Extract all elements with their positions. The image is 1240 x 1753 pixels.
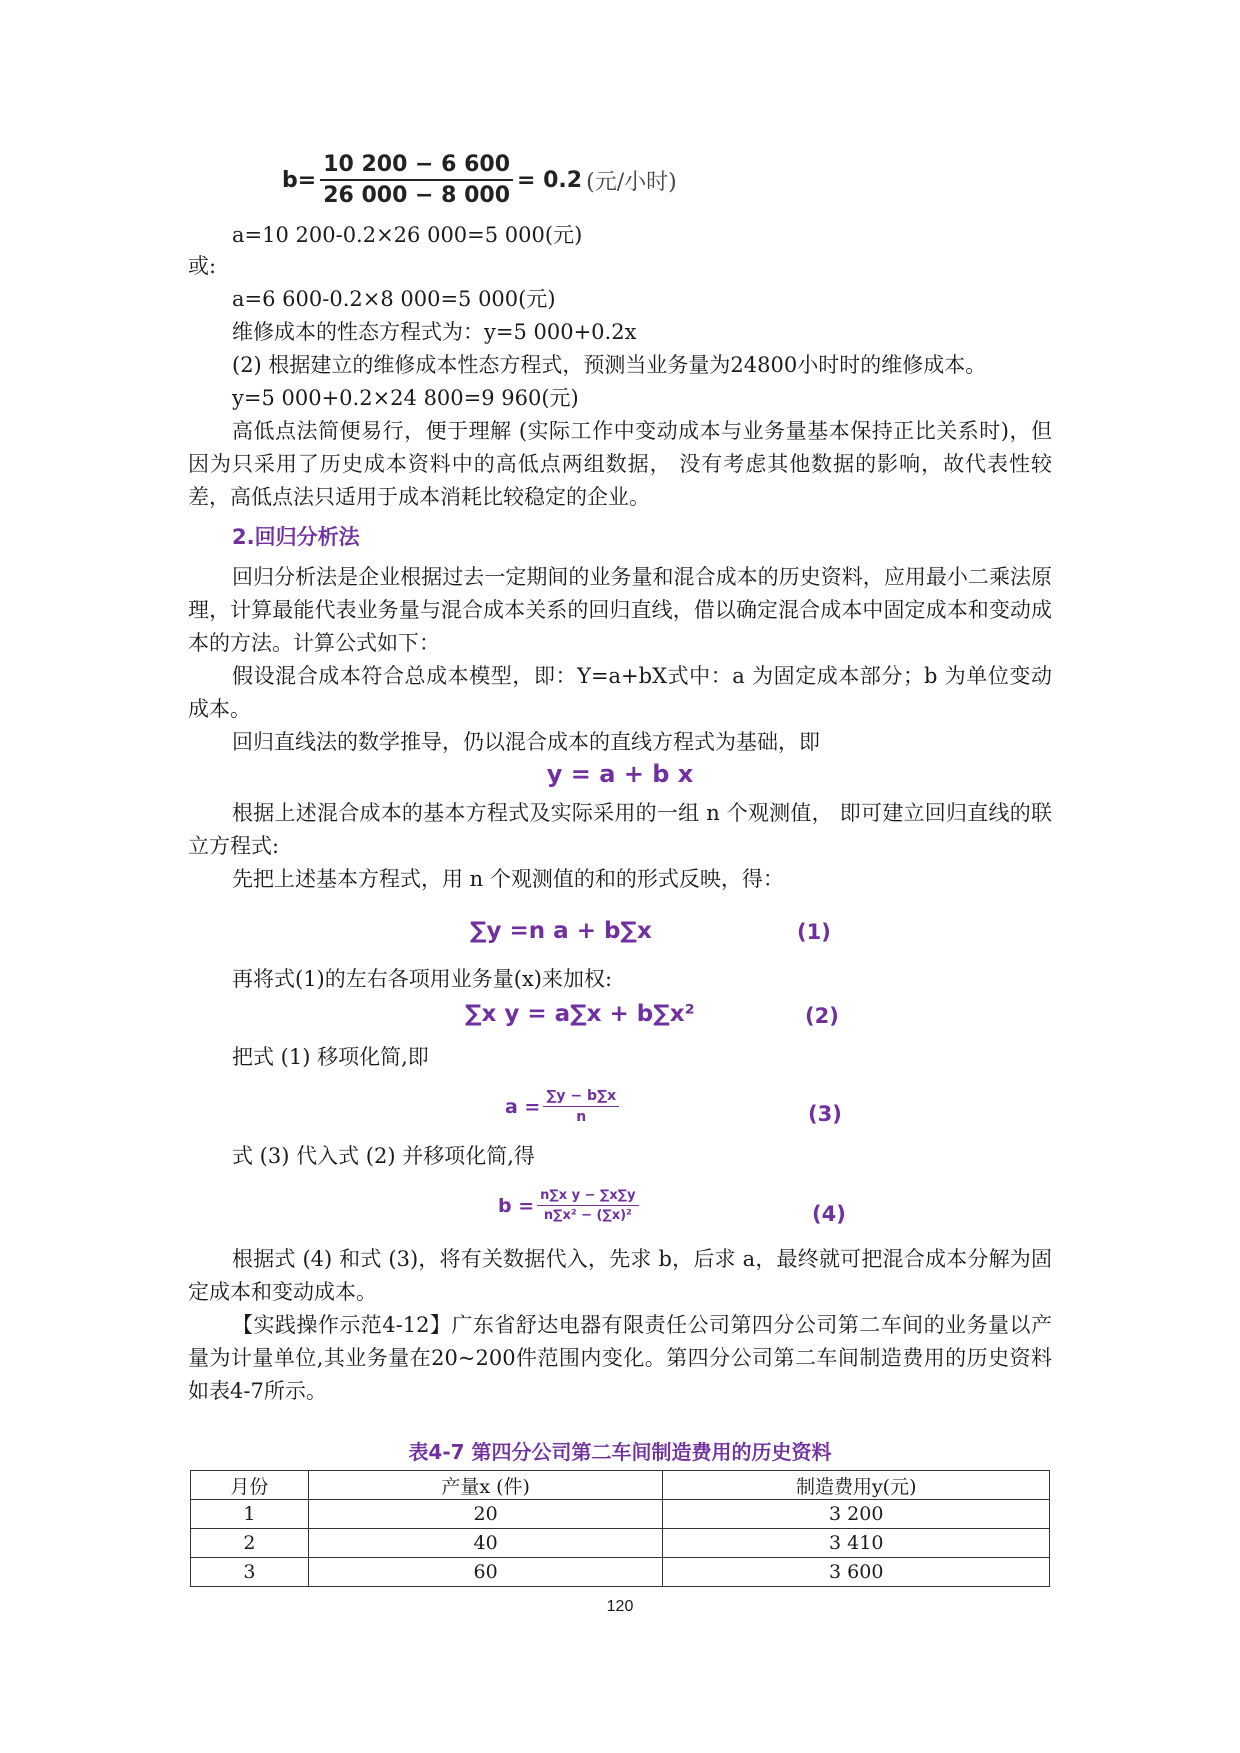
paragraph-sum: 先把上述基本方程式，用 n 个观测值的和的形式反映，得： [232, 867, 784, 891]
paragraph-regression: 回归分析法是企业根据过去一定期间的业务量和混合成本的历史资料，应用最小二乘法原理，计算最能代表业务量与混合成本关系的回归直线，借以确定混合成本中固定成本和变动成本的方法。计算公式如下： [188, 565, 1052, 655]
paragraph-high-low: 高低点法简便易行，便于理解 (实际工作中变动成本与业务量基本保持正比关系时)，但因为只采用了历史成本资料中的高低点两组数据， 没有考虑其他数据的影响，故代表性较差，高低点法只适用于成本消耗比较稳定的企业。 [188, 419, 1052, 509]
table-cell: 3 410 [663, 1529, 1050, 1558]
section-heading: 2.回归分析法 [232, 525, 360, 549]
history-table [190, 1470, 1050, 1587]
page-number: 120 [606, 1598, 634, 1615]
table-caption: 表4-7 第四分公司第二车间制造费用的历史资料 [408, 1440, 832, 1464]
formula-b-unit: (元/小时) [586, 169, 677, 195]
table-header-cell: 月份 [191, 1471, 309, 1500]
paragraph-derivation: 回归直线法的数学推导，仍以混合成本的直线方程式为基础，即 [232, 730, 820, 754]
equation-1-number: (1) [797, 920, 831, 944]
formula-b [282, 152, 677, 208]
paragraph-final: 根据式 (4) 和式 (3)，将有关数据代入，先求 b，后求 a，最终就可把混合成本分解为固定成本和变动成本。 [188, 1247, 1052, 1304]
table-header-cell: 产量x (件) [308, 1471, 663, 1500]
equation-3-numerator: ∑y − b∑x [543, 1088, 619, 1107]
equation-1: ∑y =n a + b∑x [470, 918, 652, 944]
table-header-row [191, 1471, 1050, 1500]
formula-b-denominator: 26 000 − 8 000 [323, 183, 511, 208]
equation-3-denominator: n [576, 1109, 587, 1125]
table-cell: 3 200 [663, 1500, 1050, 1529]
formula-b-numerator: 10 200 − 6 600 [320, 152, 513, 181]
table-row [191, 1500, 1050, 1529]
equation-3-lhs: a = [505, 1095, 541, 1118]
paragraph-weight: 再将式(1)的左右各项用业务量(x)来加权: [232, 967, 613, 991]
paragraph-substitute: 式 (3) 代入式 (2) 并移项化简,得 [232, 1144, 535, 1168]
table-cell: 40 [308, 1529, 663, 1558]
table-cell: 3 600 [663, 1558, 1050, 1587]
formula-b-lhs: b= [282, 167, 317, 193]
equation-4-denominator: n∑x² − (∑x)² [543, 1208, 632, 1223]
paragraph-model: 假设混合成本符合总成本模型，即：Y=a+bX式中：a 为固定成本部分；b 为单位变动成本。 [188, 664, 1052, 721]
step-2-line: (2) 根据建立的维修成本性态方程式，预测当业务量为24800小时时的维修成本。 [232, 353, 987, 377]
equation-3-fraction [543, 1088, 619, 1125]
y-calc-line: y=5 000+0.2×24 800=9 960(元) [232, 386, 579, 410]
table-cell: 3 [191, 1558, 309, 1587]
table-cell: 60 [308, 1558, 663, 1587]
table-cell: 1 [191, 1500, 309, 1529]
equation-4-number: (4) [812, 1202, 846, 1226]
formula-b-fraction [320, 152, 513, 208]
equation-3-number: (3) [808, 1102, 842, 1126]
table-cell: 20 [308, 1500, 663, 1529]
a-calc-line-1: a=10 200-0.2×26 000=5 000(元) [232, 223, 583, 247]
equation-4 [498, 1188, 639, 1223]
equation-2-number: (2) [805, 1004, 839, 1028]
paragraph-transpose: 把式 (1) 移项化简,即 [232, 1045, 429, 1069]
paragraph-system: 根据上述混合成本的基本方程式及实际采用的一组 n 个观测值， 即可建立回归直线的联立方程式: [188, 801, 1052, 858]
equation-base: y = a + b x [546, 760, 694, 788]
table-cell: 2 [191, 1529, 309, 1558]
equation-4-fraction [537, 1188, 638, 1223]
equation-2: ∑x y = a∑x + b∑x² [465, 1001, 695, 1027]
equation-line: 维修成本的性态方程式为：y=5 000+0.2x [232, 320, 637, 344]
table-row [191, 1558, 1050, 1587]
table-row [191, 1529, 1050, 1558]
equation-4-lhs: b = [498, 1194, 535, 1217]
or-line: 或: [188, 254, 217, 278]
formula-b-result: = 0.2 [517, 167, 583, 193]
equation-4-numerator: n∑x y − ∑x∑y [537, 1188, 638, 1206]
table-header-cell: 制造费用y(元) [663, 1471, 1050, 1500]
equation-3 [505, 1088, 619, 1125]
paragraph-example: 【实践操作示范4-12】广东省舒达电器有限责任公司第四分公司第二车间的业务量以产量为计量单位,其业务量在20~200件范围内变化。第四分公司第二车间制造费用的历史资料如表4-7所示。 [188, 1313, 1052, 1403]
a-calc-line-2: a=6 600-0.2×8 000=5 000(元) [232, 287, 556, 311]
